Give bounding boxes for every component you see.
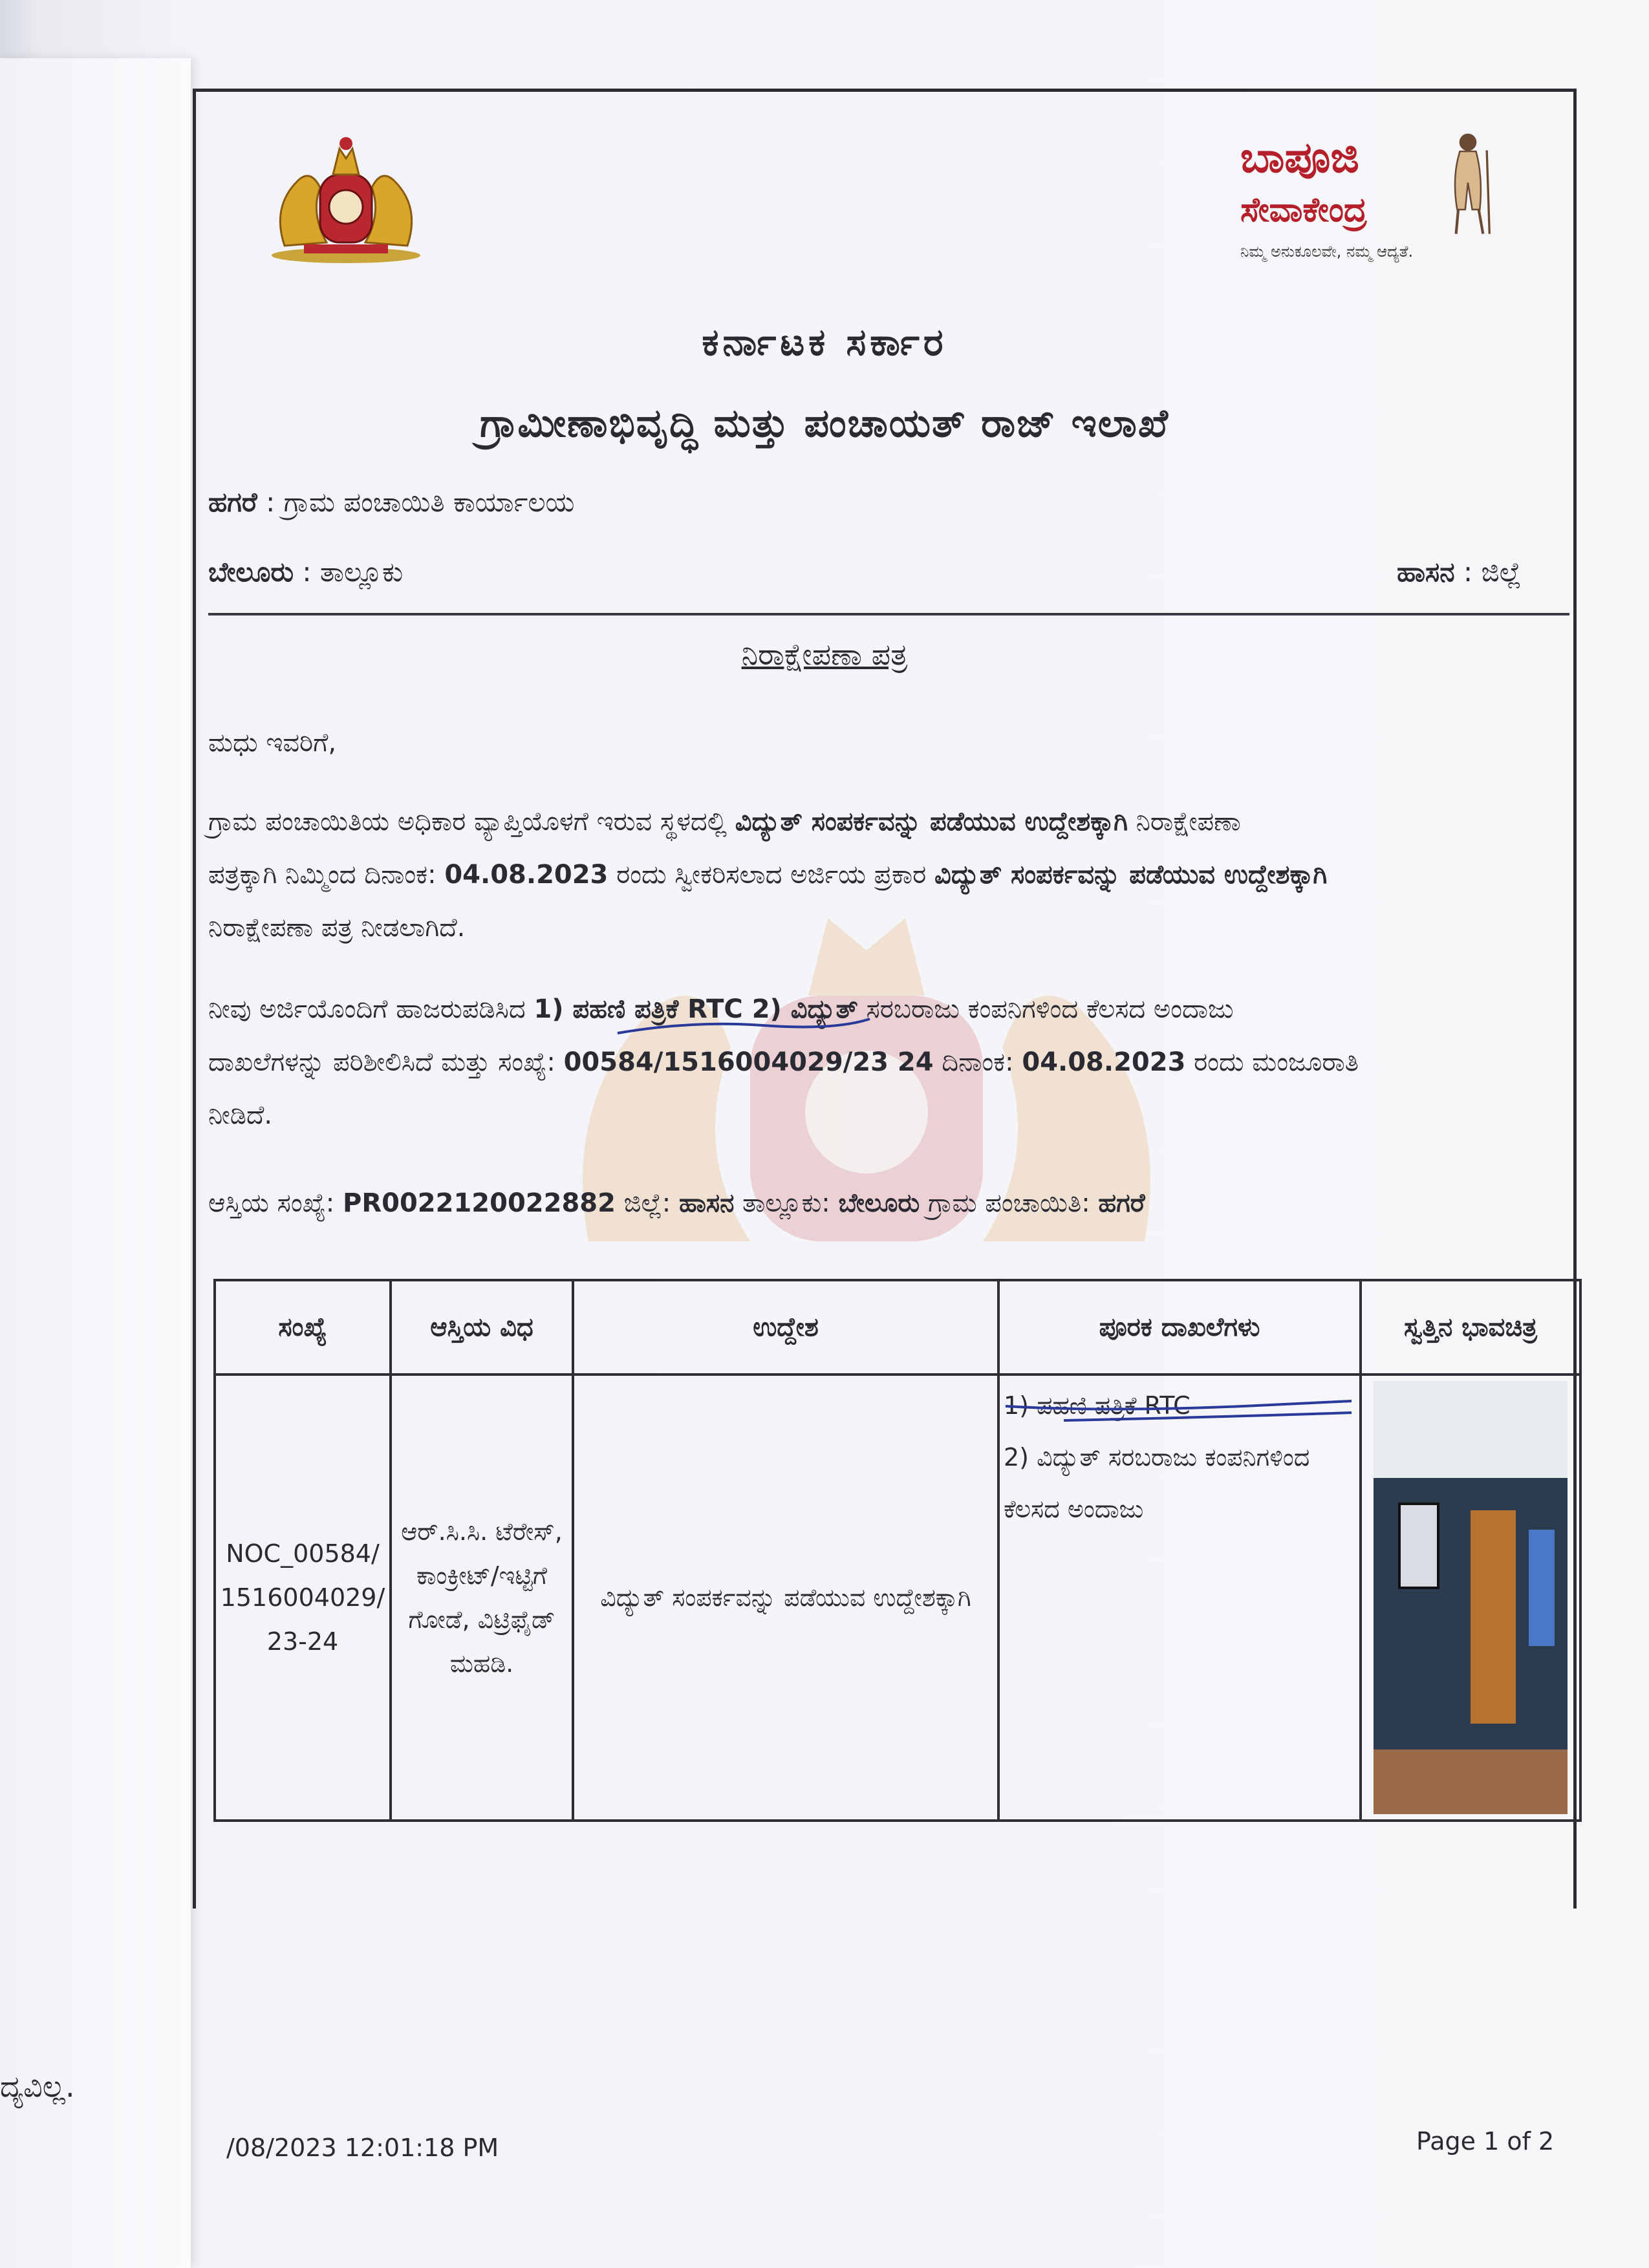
cell-property-type: ಆರ್.ಸಿ.ಸಿ. ಟೆರೇಸ್, ಕಾಂಕ್ರೀಟ್/ಇಟ್ಟಿಗೆ ಗೋಡೆ, ವಿಟ್ರಿಫೈಡ್ ಮಹಡಿ. [391,1375,573,1821]
paragraph-2-line-1: ನೀವು ಅರ್ಜಿಯೊಂದಿಗೆ ಹಾಜರುಪಡಿಸಿದ 1) ಪಹಣಿ ಪತ್ರಿಕೆ RTC 2) ವಿದ್ಯುತ್ ಸರಬರಾಜು ಕಂಪನಿಗಳಿಂದ ಕೆಲಸದ ಅಂದಾಜು [208,994,1234,1024]
header-property-type: ಆಸ್ತಿಯ ವಿಧ [391,1280,573,1375]
paragraph-1-line-2: ಪತ್ರಕ್ಕಾಗಿ ನಿಮ್ಮಿಂದ ದಿನಾಂಕ: 04.08.2023 ರಂದು ಸ್ವೀಕರಿಸಲಾದ ಅರ್ಜಿಯ ಪ್ರಕಾರ ವಿದ್ಯುತ್ ಸಂಪರ್ಕವನ್ನು ಪಡೆಯುವ ಉದ್ದೇಶಕ್ಕಾಗಿ [208,860,1328,890]
table-header-row [215,1280,1580,1375]
gandhi-silhouette-icon [1436,126,1500,239]
document-item-2: 2) ವಿದ್ಯುತ್ ಸರಬರಾಜು ಕಂಪನಿಗಳಿಂದ ಕೆಲಸದ ಅಂದಾಜು [1004,1443,1310,1523]
header-property-photo: ಸ್ವತ್ತಿನ ಭಾವಚಿತ್ರ [1361,1280,1580,1375]
paragraph-2 [208,983,1566,1142]
bapuji-seva-kendra-logo [1229,126,1520,275]
table-row [215,1375,1580,1821]
cell-photo [1361,1375,1580,1821]
property-photo [1374,1381,1568,1814]
noc-title: ನಿರಾಕ್ಷೇಪಣಾ ಪತ್ರ [741,637,908,672]
noc-table [213,1279,1582,1822]
office-line [208,486,575,519]
district-text: : ಜಿಲ್ಲೆ [1454,556,1522,588]
office-village: ಹಗರೆ [208,486,257,518]
salutation: ಮಧು ಇವರಿಗೆ, [208,728,337,758]
brand-line2: ಸೇವಾಕೇಂದ್ರ [1240,191,1367,230]
brand-line1: ಬಾಪೂಜಿ [1240,133,1359,182]
office-text: : ಗ್ರಾಮ ಪಂಚಾಯಿತಿ ಕಾರ್ಯಾಲಯ [257,486,575,518]
pen-underline-mark [614,1014,873,1040]
left-fragment-text: ದ್ಯವಿಲ್ಲ. [0,2069,75,2104]
pen-underline-mark-table [999,1393,1358,1426]
paragraph-2-line-2: ದಾಖಲೆಗಳನ್ನು ಪರಿಶೀಲಿಸಿದೆ ಮತ್ತು ಸಂಖ್ಯೆ: 00584/1516004029/23 24 ದಿನಾಂಕ: 04.08.2023 ರಂದು ಮಂಜೂರಾತಿ [208,1047,1359,1077]
government-title: ಕರ್ನಾಟಕ ಸರ್ಕಾರ [702,320,947,364]
district-name: ಹಾಸನ [1397,556,1455,588]
cell-number: NOC_00584/1516004029/23-24 [215,1375,391,1821]
header-purpose: ಉದ್ದೇಶ [573,1280,998,1375]
paragraph-1 [208,795,1566,954]
property-line: ಆಸ್ತಿಯ ಸಂಖ್ಯೆ: PR0022120022882 ಜಿಲ್ಲೆ: ಹಾಸನ ತಾಲ್ಲೂಕು: ಬೇಲೂರು ಗ್ರಾಮ ಪಂಚಾಯಿತಿ: ಹಗರೆ [208,1188,1145,1218]
page-number: Page 1 of 2 [1416,2127,1555,2156]
paragraph-2-line-3: ನೀಡಿದೆ. [208,1100,273,1130]
header-divider [208,613,1569,615]
header-documents: ಪೂರಕ ದಾಖಲೆಗಳು [998,1280,1361,1375]
print-timestamp: /08/2023 12:01:18 PM [226,2134,499,2162]
cell-purpose: ವಿದ್ಯುತ್ ಸಂಪರ್ಕವನ್ನು ಪಡೆಯುವ ಉದ್ದೇಶಕ್ಕಾಗಿ [573,1375,998,1821]
taluk-text: : ತಾಲ್ಲೂಕು [294,556,404,588]
paragraph-1-line-3: ನಿರಾಕ್ಷೇಪಣಾ ಪತ್ರ ನೀಡಲಾಗಿದೆ. [208,913,466,943]
department-title: ಗ್ರಾಮೀಣಾಭಿವೃದ್ಧಿ ಮತ್ತು ಪಂಚಾಯತ್ ರಾಜ್ ಇಲಾಖೆ [480,401,1169,446]
paragraph-1-line-1: ಗ್ರಾಮ ಪಂಚಾಯಿತಿಯ ಅಧಿಕಾರ ವ್ಯಾಪ್ತಿಯೊಳಗೆ ಇರುವ ಸ್ಥಳದಲ್ಲಿ ವಿದ್ಯುತ್ ಸಂಪರ್ಕವನ್ನು ಪಡೆಯುವ ಉದ್ದೇಶಕ್ಕಾಗಿ ನಿರಾಕ್ಷೇಪಣಾ [208,807,1241,837]
brand-tagline: ನಿಮ್ಮ ಅನುಕೂಲವೇ, ನಮ್ಮ ಆದ್ಯತೆ. [1240,242,1414,261]
taluk-name: ಬೇಲೂರು [208,556,294,588]
document-item-1: 1) ಪಹಣಿ ಪತ್ರಿಕೆ RTC [1004,1391,1191,1420]
header-number: ಸಂಖ್ಯೆ [215,1280,391,1375]
overlapping-paper-strip [0,58,191,2268]
cell-documents [998,1375,1361,1821]
district-line [1397,556,1522,588]
karnataka-emblem-icon [259,129,433,272]
taluk-line [208,556,403,588]
